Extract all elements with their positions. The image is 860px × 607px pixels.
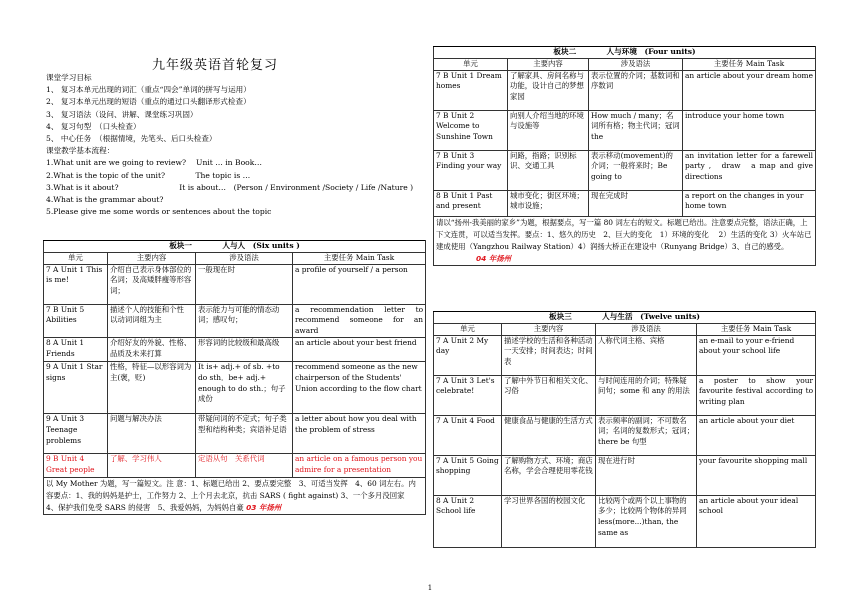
header-unit: 单元 (44, 252, 108, 264)
cell-unit: 7 A Unit 2 My day (434, 335, 502, 375)
cell-unit: 7 A Unit 4 Food (434, 415, 502, 455)
table-row (434, 150, 816, 190)
cell-content: 描述学校的生活和各种活动 一天安排；时间表达；时间表 (502, 335, 596, 375)
cell-unit: 8 B Unit 1 Past and present (434, 190, 508, 216)
section1-table (43, 240, 426, 515)
exam-source-stamp: 04 年扬州 (476, 253, 512, 263)
cell-grammar: It is+ adj.+ of sb. +to do sth．be+ adj.+ enough to do sth.；句子成份 (196, 361, 293, 413)
cell-task: a report on the changes in your home town (683, 190, 816, 216)
table-row (434, 110, 816, 150)
cell-grammar: 表示能力与可能的情态动词；感叹句； (196, 304, 293, 337)
cell-grammar: 现在进行时 (596, 455, 697, 495)
header-grammar: 涉及语法 (589, 58, 683, 70)
goal-item: 1、 复习本单元出现的词汇（重点“四会”单词的拼写与运用） (46, 85, 251, 95)
process-step: 2.What is the topic of the unit? The topic is … (46, 170, 251, 180)
cell-unit: 7 B Unit 5 Abilities (44, 304, 108, 337)
cell-grammar: 带疑问词的不定式；句子类型和结构种类；宾语补足语 (196, 413, 293, 453)
writing-prompt-row (44, 477, 426, 514)
cell-content: 问路，指路；识别标识、交通工具 (508, 150, 589, 190)
exam-source-stamp: 03 年扬州 (246, 502, 282, 512)
cell-grammar: 表示频率的副词；不可数名词；名词的复数形式；冠词； there be 句型 (596, 415, 697, 455)
writing-prompt-row (434, 216, 816, 265)
cell-unit: 7 B Unit 1 Dream homes (434, 70, 508, 110)
cell-grammar: 定语从句 关系代词 (196, 453, 293, 477)
table-row (44, 413, 426, 453)
writing-prompt-text: 以 My Mother 为题，写一篇短文。注 意：1、标题已给出 2、要点要完整 3、可适当发挥 4、60 词左右。内容要点：1、我的妈妈是护士，工作努力 2、上个月去北京，抗击 SARS ( fight against) 3、一个多月没回家 4、保护我们免受 SARS 的侵害 5、我爱妈妈，为妈妈自豪 (46, 478, 416, 512)
cell-unit: 7 A Unit 5 Going shopping (434, 455, 502, 495)
header-grammar: 涉及语法 (196, 252, 293, 264)
cell-grammar: 表示移动(movement)的介词；一般将来时；Be going to (589, 150, 683, 190)
table-row (44, 264, 426, 304)
writing-prompt (434, 216, 816, 265)
table-row (434, 415, 816, 455)
cell-content: 城市变化；街区环境；城市设施； (508, 190, 589, 216)
table-row (44, 337, 426, 361)
header-unit: 单元 (434, 323, 502, 335)
cell-grammar: 比较两个或两个以上事物的多少；比较两个物体的异同 less(more...)than, the same as (596, 495, 697, 547)
cell-grammar: 表示位置的介词；基数词和序数词 (589, 70, 683, 110)
section1-caption: 板块一 人与人 (Six units ) (44, 241, 426, 253)
process-step: 1.What unit are we going to review? Unit … in Book… (46, 158, 262, 168)
table-row (434, 335, 816, 375)
header-content: 主要内容 (108, 252, 196, 264)
cell-content: 描述个人的技能和个性 以动词词组为主 (108, 304, 196, 337)
cell-content: 问题与解决办法 (108, 413, 196, 453)
section2-caption: 板块二 人与环境 (Four units) (434, 47, 816, 59)
header-task: 主要任务 Main Task (683, 58, 816, 70)
page-number: 1 (427, 584, 433, 592)
cell-content: 健康食品与健康的生活方式 (502, 415, 596, 455)
header-task: 主要任务 Main Task (697, 323, 816, 335)
cell-content: 性格，特征—以形容词为主(褒，贬) (108, 361, 196, 413)
cell-content: 学习世界各国的校园文化 (502, 495, 596, 547)
cell-task: a letter about how you deal with the problem of stress (293, 413, 426, 453)
cell-task: introduce your home town (683, 110, 816, 150)
cell-unit: 8 A Unit 2 School life (434, 495, 502, 547)
table-row (44, 361, 426, 413)
cell-task: an article about your dream home (683, 70, 816, 110)
cell-unit: 9 A Unit 1 Star signs (44, 361, 108, 413)
table-row (434, 375, 816, 415)
cell-task: a profile of yourself / a person (293, 264, 426, 304)
cell-unit: 7 B Unit 3 Finding your way (434, 150, 508, 190)
goals-heading: 课堂学习目标 (46, 73, 92, 82)
cell-task: a recommendation letter to recommend someone for an award (293, 304, 426, 337)
header-task: 主要任务 Main Task (293, 252, 426, 264)
table-row (44, 453, 426, 477)
table-row (434, 190, 816, 216)
cell-task: an article about your diet (697, 415, 816, 455)
cell-unit: 7 A Unit 1 This is me! (44, 264, 108, 304)
cell-task: an article about your best friend (293, 337, 426, 361)
process-step: 4.What is the grammar about? (46, 195, 164, 205)
goal-item: 4、 复习句型 （口头检查） (46, 121, 141, 131)
cell-grammar: 一般现在时 (196, 264, 293, 304)
process-heading: 课堂教学基本流程： (46, 146, 115, 156)
writing-prompt (44, 477, 426, 514)
cell-task: recommend someone as the new chairperson of the Students' Union according to the flow chart (293, 361, 426, 413)
cell-content: 了解、学习伟人 (108, 453, 196, 477)
cell-content: 了解中外节日和相关文化、习俗 (502, 375, 596, 415)
process-step: 3.What is it about? It is about… (Person / Environment /Society / Life /Nature ) (46, 182, 414, 192)
cell-content: 了解家具、房间名称与功能，设计自己的梦想家园 (508, 70, 589, 110)
cell-grammar: 形容词的比较级和最高级 (196, 337, 293, 361)
table-row (44, 304, 426, 337)
goal-item: 5、 中心任务 （根据情境，先笔头、后口头检查） (46, 134, 217, 144)
header-content: 主要内容 (502, 323, 596, 335)
document-title: 九年级英语首轮复习 (151, 58, 278, 73)
intro-block (46, 72, 426, 218)
cell-grammar: 与时间连用的介词；特殊疑问句；some 和 any 的用法 (596, 375, 697, 415)
cell-unit: 7 A Unit 3 Let's celebrate! (434, 375, 502, 415)
cell-grammar: How much / many；名词所有格；物主代词；冠词 the (589, 110, 683, 150)
section2-table (433, 46, 816, 266)
goal-item: 3、 复习语法（设问、讲解、课堂练习巩固） (46, 109, 198, 119)
cell-grammar: 现在完成时 (589, 190, 683, 216)
writing-prompt-text: 请以“扬州-我美丽的家乡”为题，根据要点，写一篇 80 词左右的短文。标题已给出。注意要点完整，语法正确，上下文连贯，可以适当发挥。要点：1、悠久的历史 2、巨大的变化 1）环境的变化 2）生活的变化 3）火车站已建成使用（Yangzhou Railway Station）4）润扬大桥正在建设中（Runyang Bridge）3、自己的感受。 (436, 217, 812, 251)
cell-content: 介绍好友的外貌、性格、品质及未来打算 (108, 337, 196, 361)
header-grammar: 涉及语法 (596, 323, 697, 335)
header-unit: 单元 (434, 58, 508, 70)
section3-table (433, 311, 816, 548)
cell-task: your favourite shopping mall (697, 455, 816, 495)
cell-task: an article about your ideal school (697, 495, 816, 547)
header-content: 主要内容 (508, 58, 589, 70)
cell-content: 了解购物方式、环境；商店名称，学会合理使用零花钱 (502, 455, 596, 495)
cell-unit: 9 B Unit 4 Great people (44, 453, 108, 477)
process-step: 5.Please give me some words or sentences about the topic (46, 207, 272, 217)
cell-task: an invitation letter for a farewell party , draw a map and give directions (683, 150, 816, 190)
goal-item: 2、 复习本单元出现的短语（重点的通过口头翻译形式检查） (46, 97, 251, 107)
cell-unit: 7 B Unit 2 Welcome to Sunshine Town (434, 110, 508, 150)
cell-grammar: 人称代词主格、宾格 (596, 335, 697, 375)
cell-task: an article on a famous person you admire for a presentation (293, 453, 426, 477)
cell-task: a poster to show your favourite festival according to writing plan (697, 375, 816, 415)
table-row (434, 70, 816, 110)
table-row (434, 455, 816, 495)
cell-task: an e-mail to your e-friend about your school life (697, 335, 816, 375)
cell-unit: 9 A Unit 3 Teenage problems (44, 413, 108, 453)
cell-unit: 8 A Unit 1 Friends (44, 337, 108, 361)
cell-content: 介绍自己表示身体部位的名词；及高矮胖瘦等形容词； (108, 264, 196, 304)
table-row (434, 495, 816, 547)
cell-content: 向别人介绍当地的环境与设施等 (508, 110, 589, 150)
section3-caption: 板块三 人与生活 (Twelve units) (434, 312, 816, 324)
